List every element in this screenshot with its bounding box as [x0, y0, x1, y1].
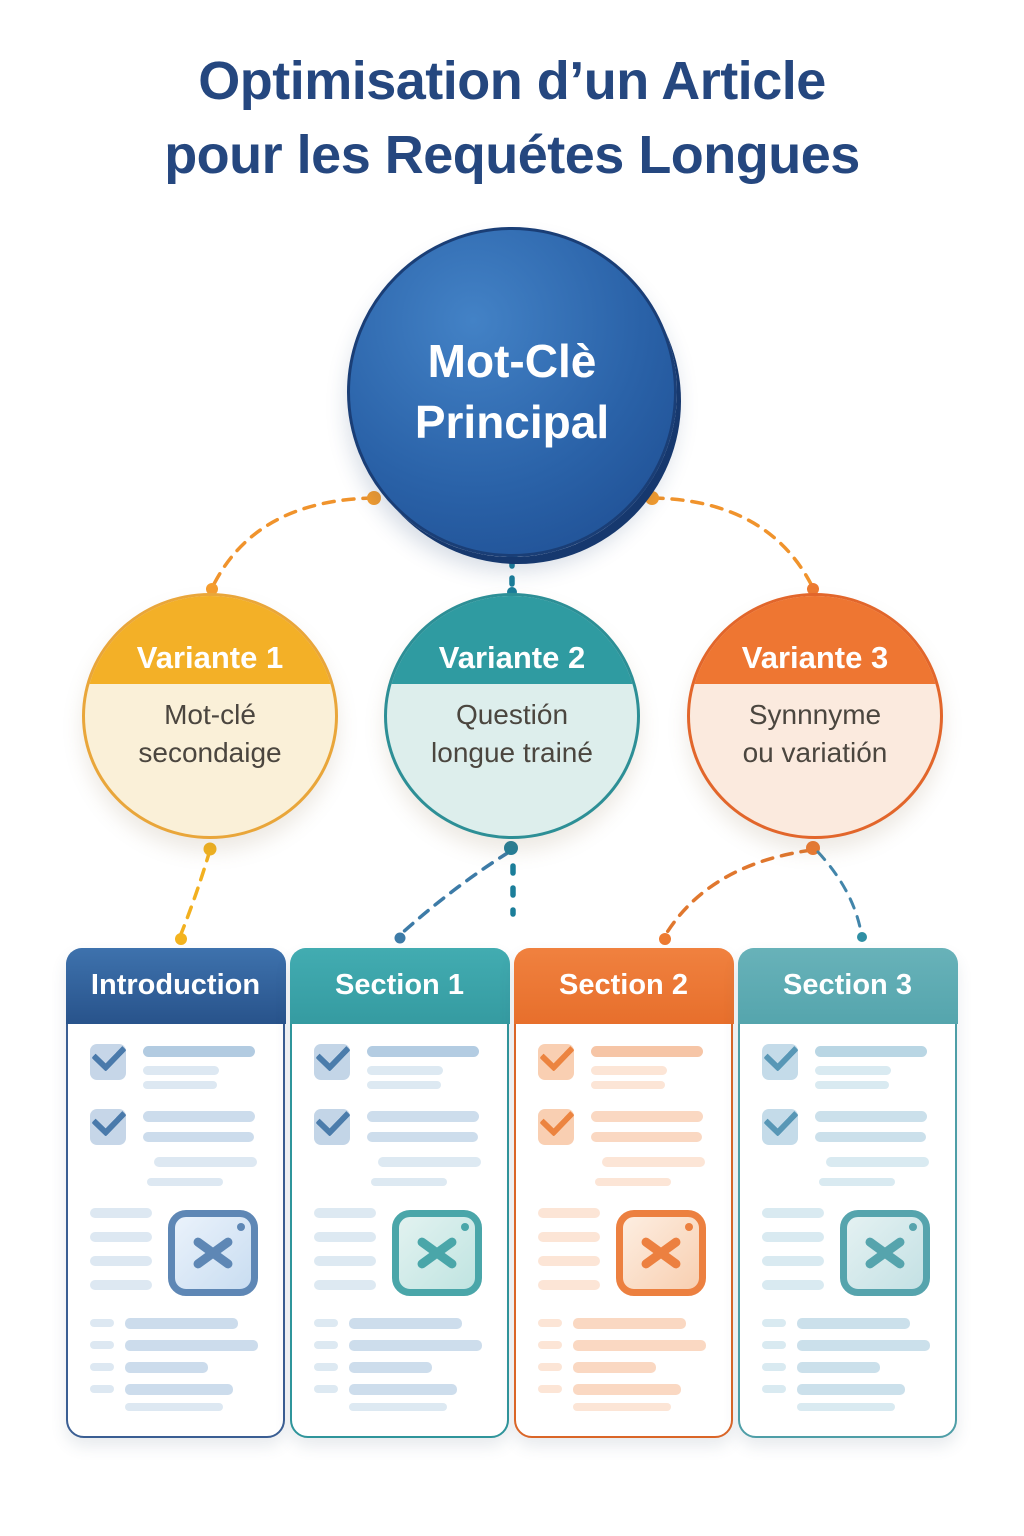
bullet-dash — [762, 1319, 786, 1327]
bullet-dash — [90, 1385, 114, 1393]
main-keyword-node — [347, 227, 677, 557]
variant-1-text-line-1: Mot-clé — [164, 699, 256, 730]
variant-3-text-line-2: ou variatión — [742, 736, 888, 768]
variant-1-header: Variante 1 — [85, 596, 335, 684]
bullet-dash — [762, 1363, 786, 1371]
variant-2-text-line-1: Questión — [455, 699, 569, 730]
section-cards-row — [66, 948, 958, 1438]
bullet-dash — [314, 1385, 338, 1393]
image-placeholder-icon — [392, 1210, 482, 1296]
checkbox-checked-icon — [314, 1109, 350, 1145]
variant-3-text — [690, 684, 940, 836]
bullet-dash — [314, 1341, 338, 1349]
variant-node-3 — [687, 593, 943, 839]
variant-2-text — [387, 684, 637, 836]
section-card-1-body — [292, 1024, 507, 1435]
section-card-2 — [514, 948, 733, 1438]
section-card-3-body — [740, 1024, 955, 1435]
section-card-introduction-title: Introduction — [66, 948, 286, 1024]
section-card-1-title: Section 1 — [290, 948, 510, 1024]
section-card-3-title: Section 3 — [738, 948, 958, 1024]
checkbox-checked-icon — [762, 1109, 798, 1145]
bullet-dash — [90, 1363, 114, 1371]
page-title-line-2: pour les Requétes Longues — [164, 125, 860, 185]
section-card-2-title: Section 2 — [514, 948, 734, 1024]
variant-2-header: Variante 2 — [387, 596, 637, 684]
checkbox-checked-icon — [538, 1109, 574, 1145]
bullet-dash — [90, 1341, 114, 1349]
bullet-dash — [762, 1341, 786, 1349]
checkbox-checked-icon — [314, 1044, 350, 1080]
checkbox-checked-icon — [538, 1044, 574, 1080]
bullet-dash — [314, 1363, 338, 1371]
variant-1-text-line-2: secondaige — [138, 736, 282, 768]
checkbox-checked-icon — [90, 1109, 126, 1145]
image-placeholder-icon — [616, 1210, 706, 1296]
section-card-2-body — [516, 1024, 731, 1435]
variant-node-1 — [82, 593, 338, 839]
bullet-dash — [538, 1341, 562, 1349]
bullet-dash — [538, 1385, 562, 1393]
variant-3-header: Variante 3 — [690, 596, 940, 684]
main-keyword-line-2: Principal — [414, 396, 610, 448]
bullet-dash — [314, 1319, 338, 1327]
main-keyword-line-1: Mot-Clè — [427, 335, 597, 388]
page-title-line-1: Optimisation d’un Article — [198, 51, 826, 111]
image-placeholder-icon — [168, 1210, 258, 1296]
bullet-dash — [762, 1385, 786, 1393]
variant-2-text-line-2: longue trainé — [431, 736, 593, 768]
section-card-introduction — [66, 948, 285, 1438]
checkbox-checked-icon — [90, 1044, 126, 1080]
variant-node-2 — [384, 593, 640, 839]
bullet-dash — [538, 1363, 562, 1371]
image-placeholder-icon — [840, 1210, 930, 1296]
page-title — [0, 44, 1024, 192]
variant-3-text-line-1: Synnnyme — [748, 699, 882, 730]
section-card-1 — [290, 948, 509, 1438]
section-card-introduction-body — [68, 1024, 283, 1435]
checkbox-checked-icon — [762, 1044, 798, 1080]
variant-1-text — [85, 684, 335, 836]
section-card-3 — [738, 948, 957, 1438]
bullet-dash — [538, 1319, 562, 1327]
bullet-dash — [90, 1319, 114, 1327]
